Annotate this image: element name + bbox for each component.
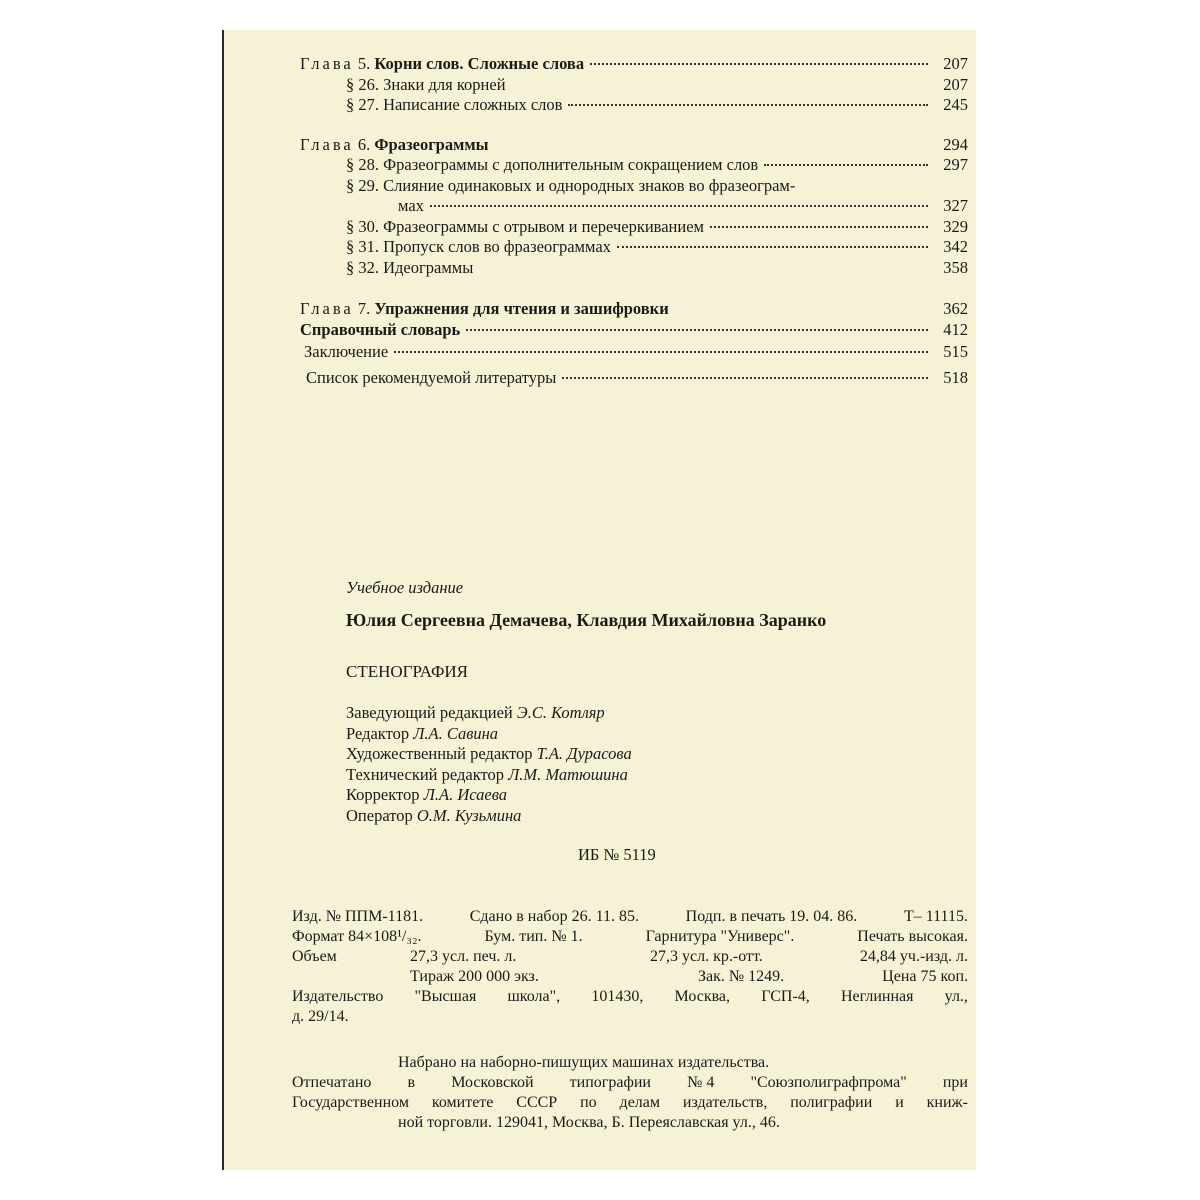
edition-type: Учебное издание xyxy=(346,578,464,597)
toc-section-28: § 28. Фразеограммы с дополнительным сокращением слов 297 xyxy=(346,155,968,174)
printing-line: Набрано на наборно-пишущих машинах издательства. xyxy=(398,1054,770,1071)
toc-section-29-line2: мах 327 xyxy=(398,196,968,215)
pubdata-line: Формат 84×108¹/₃₂. Бум. тип. № 1. Гарнитура "Универс". Печать высокая. xyxy=(292,928,968,945)
credit-row: Заведующий редакцией Э.С. Котляр xyxy=(346,703,605,722)
publication-data xyxy=(292,908,968,1028)
printing-line: Государственном комитете СССР по делам издательств, полиграфии и книж- xyxy=(292,1094,968,1111)
printing-line: ной торговли. 129041, Москва, Б. Переяславская ул., 46. xyxy=(398,1114,780,1131)
pubdata-line: Тираж 200 000 экз. Зак. № 1249. Цена 75 коп. xyxy=(410,968,968,985)
book-page xyxy=(222,30,976,1170)
toc-section-27: § 27. Написание сложных слов 245 xyxy=(346,95,968,114)
toc-section-31: § 31. Пропуск слов во фразеограммах 342 xyxy=(346,237,968,256)
pubdata-line: Изд. № ППМ-1181. Сдано в набор 26. 11. 85. Подп. в печать 19. 04. 86. Т– 11115. xyxy=(292,908,968,925)
pubdata-line: Объем 27,3 усл. печ. л. 27,3 усл. кр.-отт. 24,84 уч.-изд. л. xyxy=(292,948,968,965)
printing-line: Отпечатано в Московской типографии № 4 "Союзполиграфпрома" при xyxy=(292,1074,968,1091)
toc-chapter-5: Глава 5. Корни слов. Сложные слова 207 xyxy=(300,54,968,73)
toc-literature: Список рекомендуемой литературы 518 xyxy=(306,367,968,387)
toc-chapter-6: Глава 6. Фразеограммы 294 xyxy=(300,134,968,154)
ib-number: ИБ № 5119 xyxy=(578,845,656,864)
book-title: СТЕНОГРАФИЯ xyxy=(346,662,469,681)
credit-row: Художественный редактор Т.А. Дурасова xyxy=(346,744,632,763)
toc-section-29-line1: § 29. Слияние одинаковых и однородных знаков во фразеограм- xyxy=(346,175,796,195)
credit-row: Редактор Л.А. Савина xyxy=(346,723,499,743)
credit-row: Технический редактор Л.М. Матюшина xyxy=(346,764,628,784)
credit-row: Корректор Л.А. Исаева xyxy=(346,785,508,804)
pubdata-line: д. 29/14. xyxy=(292,1008,349,1025)
table-of-contents xyxy=(300,54,968,394)
toc-reference-dictionary: Справочный словарь 412 xyxy=(300,319,968,339)
authors: Юлия Сергеевна Демачева, Клавдия Михайловна Заранко xyxy=(346,610,827,630)
editorial-credits xyxy=(346,703,632,826)
printing-info xyxy=(292,1054,968,1134)
toc-section-30: § 30. Фразеограммы с отрывом и перечеркиванием 329 xyxy=(346,216,968,236)
toc-section-26: § 26. Знаки для корней 207 xyxy=(346,74,968,94)
pubdata-line: Издательство "Высшая школа", 101430, Москва, ГСП-4, Неглинная ул., xyxy=(292,988,968,1005)
toc-section-32: § 32. Идеограммы 358 xyxy=(346,257,968,277)
toc-chapter-7: Глава 7. Упражнения для чтения и зашифровки 362 xyxy=(300,299,968,318)
credit-row: Оператор О.М. Кузьмина xyxy=(346,805,522,825)
toc-conclusion: Заключение 515 xyxy=(304,341,968,361)
